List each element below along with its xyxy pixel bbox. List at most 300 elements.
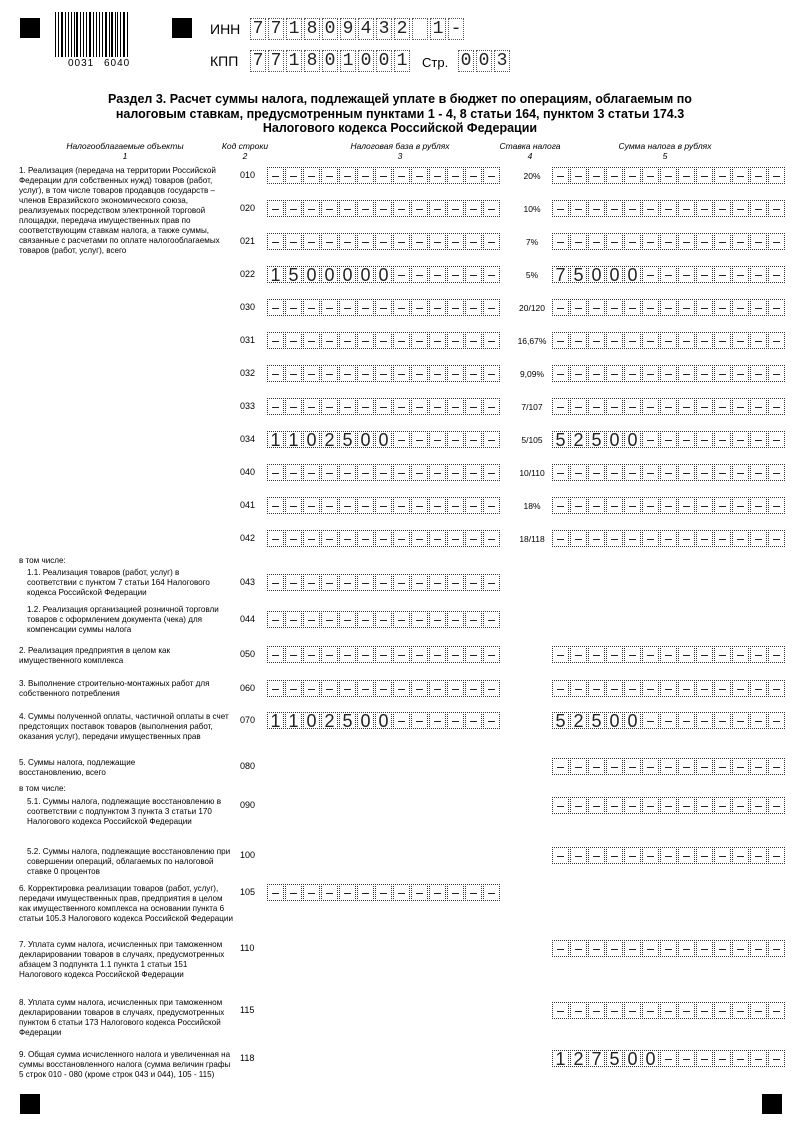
digit-cell [552,1002,569,1019]
digit-cell [447,574,464,591]
digit-cell [411,646,428,663]
tax-amount-field-070[interactable] [552,712,786,729]
digit-cell [624,200,641,217]
digit-cell [660,332,677,349]
digit-cell [321,365,338,382]
digit-cell [606,167,623,184]
digit-cell [642,365,659,382]
digit-cell [570,680,587,697]
digit-cell [624,847,641,864]
digit-cell [696,398,713,415]
line-code-033: 033 [240,401,256,411]
digit-cell [339,497,356,514]
digit-cell [660,431,677,448]
digit-cell [321,574,338,591]
digit-cell [483,611,500,628]
digit-cell: 5 [285,266,302,283]
digit-cell [447,332,464,349]
digit-cell [750,847,767,864]
digit-cell [732,940,749,957]
digit-cell [447,611,464,628]
digit-cell [393,680,410,697]
digit-cell [750,1050,767,1067]
digit-cell [393,712,410,729]
digit-cell: 1 [267,431,284,448]
digit-cell [678,167,695,184]
digit-cell [714,847,731,864]
line-code-118: 118 [240,1053,255,1063]
digit-cell [642,398,659,415]
digit-cell [714,530,731,547]
corner-marker-bottom-left [20,1094,40,1114]
digit-cell [642,847,659,864]
digit-cell [339,884,356,901]
digit-cell: 2 [321,431,338,448]
digit-cell [411,497,428,514]
digit-cell [465,646,482,663]
digit-cell [750,464,767,481]
inn-field[interactable] [250,18,466,40]
char-cell: 0 [322,50,338,72]
digit-cell [732,332,749,349]
digit-cell [285,233,302,250]
digit-cell [393,611,410,628]
line-code-044: 044 [240,614,256,624]
digit-cell [660,167,677,184]
tax-base-field-050[interactable] [267,646,501,663]
kpp-field[interactable] [250,50,412,72]
digit-cell [624,233,641,250]
digit-cell [768,940,785,957]
digit-cell [714,680,731,697]
tax-base-field-042[interactable] [267,530,501,547]
digit-cell [588,646,605,663]
digit-cell [570,758,587,775]
digit-cell [570,1002,587,1019]
tax-amount-field-041[interactable] [552,497,786,514]
tax-amount-field-034[interactable] [552,431,786,448]
digit-cell [570,797,587,814]
digit-cell [411,200,428,217]
digit-cell [357,200,374,217]
digit-cell [339,646,356,663]
digit-cell [321,167,338,184]
digit-cell [660,797,677,814]
digit-cell [393,332,410,349]
digit-cell [588,758,605,775]
digit-cell [465,200,482,217]
digit-cell [303,497,320,514]
digit-cell [768,1050,785,1067]
digit-cell [750,797,767,814]
digit-cell [732,530,749,547]
digit-cell [429,611,446,628]
digit-cell [750,758,767,775]
tax-amount-field-030[interactable] [552,299,786,316]
digit-cell [696,797,713,814]
digit-cell [465,680,482,697]
digit-cell [465,365,482,382]
digit-cell [570,299,587,316]
digit-cell [588,299,605,316]
tax-rate-034: 5/105 [521,435,543,445]
digit-cell [750,299,767,316]
tax-base-field-044[interactable] [267,611,501,628]
digit-cell [321,299,338,316]
digit-cell [696,940,713,957]
digit-cell [357,680,374,697]
digit-cell [465,464,482,481]
digit-cell [678,266,695,283]
line-code-034: 034 [240,434,256,444]
tax-base-field-040[interactable] [267,464,501,481]
line-code-080: 080 [240,761,256,771]
digit-cell [660,680,677,697]
digit-cell [588,530,605,547]
digit-cell [429,200,446,217]
digit-cell [321,464,338,481]
digit-cell [321,646,338,663]
digit-cell [393,200,410,217]
digit-cell [447,530,464,547]
digit-cell [375,233,392,250]
digit-cell [375,200,392,217]
digit-cell [624,680,641,697]
char-cell: 0 [322,18,338,40]
digit-cell [570,365,587,382]
digit-cell [660,299,677,316]
digit-cell: 5 [339,712,356,729]
digit-cell [375,398,392,415]
digit-cell [285,497,302,514]
digit-cell [393,574,410,591]
digit-cell [750,646,767,663]
digit-cell [750,530,767,547]
digit-cell [339,233,356,250]
tax-amount-field-118[interactable] [552,1050,786,1067]
digit-cell [660,758,677,775]
digit-cell [642,200,659,217]
digit-cell [750,680,767,697]
digit-cell [483,884,500,901]
digit-cell [678,365,695,382]
digit-cell [714,797,731,814]
tax-base-field-041[interactable] [267,497,501,514]
digit-cell [375,167,392,184]
tax-amount-field-115[interactable] [552,1002,786,1019]
digit-cell [429,680,446,697]
tax-amount-field-020[interactable] [552,200,786,217]
tax-base-field-070[interactable] [267,712,501,729]
digit-cell: 0 [375,431,392,448]
digit-cell [321,884,338,901]
tax-base-field-032[interactable] [267,365,501,382]
digit-cell [321,233,338,250]
digit-cell [339,574,356,591]
digit-cell [588,680,605,697]
digit-cell [357,646,374,663]
digit-cell: 0 [624,1050,641,1067]
digit-cell [624,464,641,481]
digit-cell [750,332,767,349]
digit-cell [393,266,410,283]
digit-cell [750,365,767,382]
digit-cell [678,797,695,814]
digit-cell [552,680,569,697]
digit-cell [411,431,428,448]
digit-cell [552,233,569,250]
label-line-3: 3. Выполнение строительно-монтажных работ для собственного потребления [19,679,210,698]
tax-base-field-105[interactable] [267,884,501,901]
digit-cell [768,646,785,663]
tax-base-field-021[interactable] [267,233,501,250]
digit-cell [660,398,677,415]
digit-cell [750,1002,767,1019]
tax-rate-032: 9,09% [519,369,545,379]
digit-cell [732,797,749,814]
digit-cell [642,940,659,957]
tax-rate-010: 20% [523,171,541,181]
digit-cell [768,332,785,349]
digit-cell [267,167,284,184]
digit-cell [624,299,641,316]
digit-cell [393,646,410,663]
tax-base-field-020[interactable] [267,200,501,217]
digit-cell [303,646,320,663]
digit-cell [267,574,284,591]
digit-cell [267,611,284,628]
digit-cell [483,332,500,349]
digit-cell [660,712,677,729]
digit-cell [660,940,677,957]
digit-cell [732,233,749,250]
tax-base-field-030[interactable] [267,299,501,316]
digit-cell: 0 [303,712,320,729]
char-cell: 0 [376,50,392,72]
digit-cell [570,530,587,547]
tax-amount-field-060[interactable] [552,680,786,697]
tax-amount-field-050[interactable] [552,646,786,663]
digit-cell: 0 [375,266,392,283]
digit-cell [696,530,713,547]
tax-amount-field-042[interactable] [552,530,786,547]
digit-cell [642,266,659,283]
digit-cell [570,847,587,864]
section-title [60,92,740,136]
label-line-5-1: 5.1. Суммы налога, подлежащие восстановлению в соответствии с подпунктом 3 пункта 3 статьи 170 Налогового кодекса Российской Федерации [27,797,222,826]
digit-cell [429,464,446,481]
digit-cell [552,758,569,775]
digit-cell [732,1050,749,1067]
digit-cell [660,497,677,514]
char-cell: 1 [340,50,356,72]
digit-cell [321,497,338,514]
digit-cell [375,680,392,697]
char-cell: 3 [376,18,392,40]
tax-base-field-031[interactable] [267,332,501,349]
tax-amount-field-032[interactable] [552,365,786,382]
digit-cell [447,200,464,217]
digit-cell [375,497,392,514]
digit-cell [393,530,410,547]
digit-cell [768,299,785,316]
digit-cell [483,233,500,250]
digit-cell [447,167,464,184]
digit-cell [606,398,623,415]
char-cell: 4 [358,18,374,40]
digit-cell [660,365,677,382]
tax-amount-field-031[interactable] [552,332,786,349]
digit-cell [303,611,320,628]
tax-rate-030: 20/120 [519,303,545,313]
page-number-field[interactable] [458,50,512,72]
char-cell: 7 [268,18,284,40]
tax-amount-field-033[interactable] [552,398,786,415]
digit-cell [606,940,623,957]
char-cell: 8 [304,18,320,40]
digit-cell [750,233,767,250]
digit-cell [642,233,659,250]
digit-cell [678,464,695,481]
digit-cell [393,497,410,514]
digit-cell [696,712,713,729]
digit-cell [768,530,785,547]
digit-cell [465,574,482,591]
digit-cell [375,530,392,547]
digit-cell [375,299,392,316]
digit-cell [393,233,410,250]
digit-cell [678,847,695,864]
digit-cell [411,299,428,316]
tax-base-field-022[interactable] [267,266,501,283]
barcode [55,12,130,57]
digit-cell [447,431,464,448]
tax-amount-field-100[interactable] [552,847,786,864]
digit-cell [606,497,623,514]
digit-cell [570,332,587,349]
digit-cell [483,712,500,729]
tax-base-field-033[interactable] [267,398,501,415]
digit-cell [732,299,749,316]
digit-cell [447,884,464,901]
digit-cell [552,797,569,814]
digit-cell [447,646,464,663]
digit-cell [465,233,482,250]
label-line-2: 2. Реализация предприятия в целом как имущественного комплекса [19,646,171,665]
digit-cell [606,680,623,697]
tax-amount-field-022[interactable] [552,266,786,283]
tax-amount-field-021[interactable] [552,233,786,250]
digit-cell [411,884,428,901]
digit-cell: 2 [570,431,587,448]
tax-base-field-060[interactable] [267,680,501,697]
digit-cell [375,611,392,628]
digit-cell [552,464,569,481]
digit-cell [267,530,284,547]
digit-cell [429,332,446,349]
tax-base-field-010[interactable] [267,167,501,184]
digit-cell [606,530,623,547]
digit-cell: 2 [570,712,587,729]
digit-cell [267,332,284,349]
digit-cell [570,233,587,250]
digit-cell [570,464,587,481]
digit-cell [750,940,767,957]
digit-cell [411,464,428,481]
digit-cell [642,497,659,514]
char-cell: 7 [250,50,266,72]
line-code-010: 010 [240,170,256,180]
digit-cell [552,365,569,382]
tax-base-field-034[interactable] [267,431,501,448]
tax-amount-field-010[interactable] [552,167,786,184]
digit-cell [303,233,320,250]
digit-cell [660,1050,677,1067]
title-line-2: налоговым ставкам, предусмотренным пунктами 1 - 4, 8 статьи 164, пунктом 3 статьи 174.3 [115,106,685,121]
digit-cell [429,299,446,316]
digit-cell: 5 [552,431,569,448]
inn-label: ИНН [210,21,241,37]
line-code-050: 050 [240,649,256,659]
digit-cell: 0 [321,266,338,283]
digit-cell [465,712,482,729]
digit-cell [411,398,428,415]
digit-cell [483,167,500,184]
col-header-rate: Ставка налога 4 [499,141,561,161]
digit-cell: 5 [552,712,569,729]
digit-cell [660,266,677,283]
digit-cell [357,167,374,184]
digit-cell [321,680,338,697]
digit-cell [696,847,713,864]
tax-base-field-043[interactable] [267,574,501,591]
digit-cell [624,365,641,382]
digit-cell [303,365,320,382]
digit-cell [696,1002,713,1019]
tax-amount-field-110[interactable] [552,940,786,957]
char-cell: 3 [494,50,510,72]
digit-cell: 0 [339,266,356,283]
digit-cell [714,1002,731,1019]
digit-cell [303,332,320,349]
digit-cell [552,167,569,184]
digit-cell [732,365,749,382]
label-line-4: 4. Суммы полученной оплаты, частичной оплаты в счет предстоящих поставок товаров (выполнения работ, оказания услуг), передачи имущественных прав [19,712,229,741]
tax-amount-field-080[interactable] [552,758,786,775]
digit-cell: 0 [624,712,641,729]
digit-cell [357,299,374,316]
tax-amount-field-040[interactable] [552,464,786,481]
line-code-100: 100 [240,850,256,860]
line-code-031: 031 [240,335,256,345]
digit-cell [429,167,446,184]
digit-cell [642,1002,659,1019]
digit-cell [714,758,731,775]
char-cell: 7 [268,50,284,72]
digit-cell: 1 [285,712,302,729]
tax-amount-field-090[interactable] [552,797,786,814]
digit-cell [267,233,284,250]
digit-cell [660,1002,677,1019]
digit-cell [642,646,659,663]
digit-cell [570,497,587,514]
digit-cell [285,646,302,663]
digit-cell [570,940,587,957]
col-header-objects: Налогооблагаемые объекты 1 [66,141,184,161]
digit-cell [411,167,428,184]
digit-cell [303,200,320,217]
tax-rate-041: 18% [523,501,541,511]
